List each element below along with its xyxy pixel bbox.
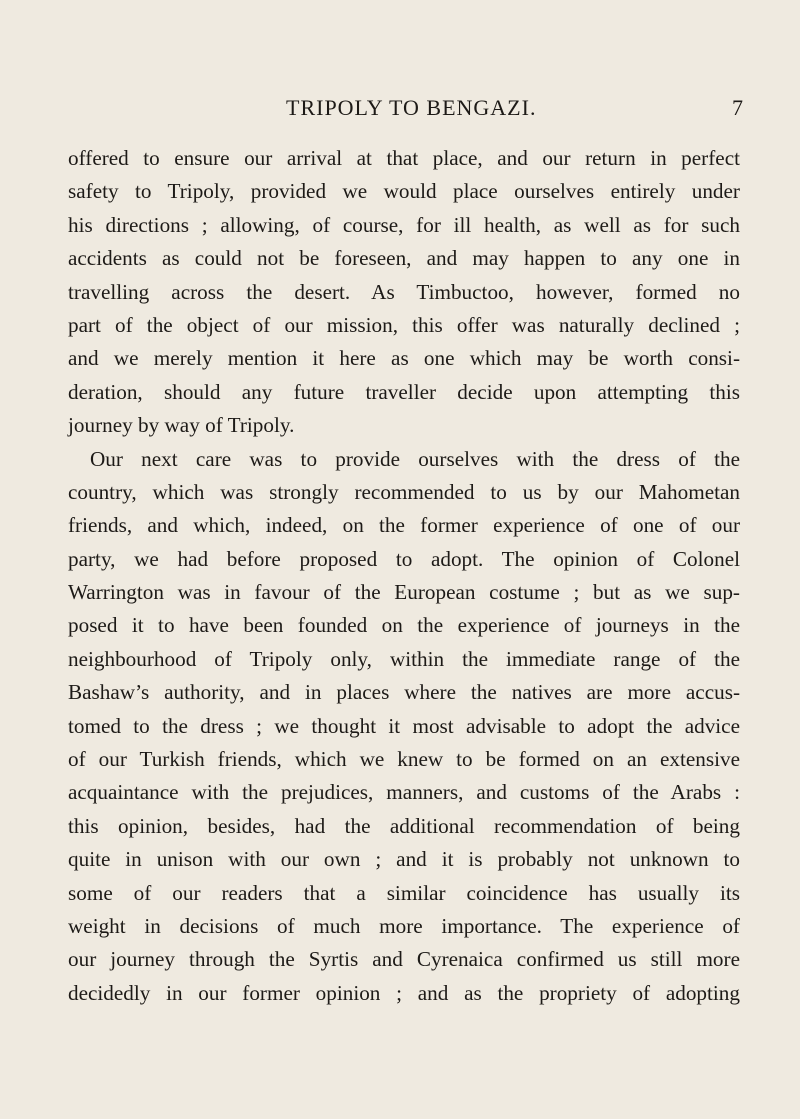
text-line: his directions ; allowing, of course, for ill health, as well as for such [68, 212, 740, 237]
running-title: TRIPOLY TO BENGAZI. [286, 95, 537, 120]
text-line: offered to ensure our arrival at that place, and our return in perfect [68, 146, 740, 170]
text-line: Warrington was in favour of the European costume ; but as we sup- [68, 580, 740, 605]
text-line: neighbourhood of Tripoly only, within the immediate range of the [68, 646, 740, 671]
text-line: and we merely mention it here as one which may be worth consi- [68, 346, 740, 371]
text-line: friends, and which, indeed, on the former experience of one of our [68, 513, 740, 538]
text-line: weight in decisions of much more importance. The experience of [68, 913, 740, 938]
text-line: tomed to the dress ; we thought it most advisable to adopt the advice [68, 713, 740, 738]
page-number: 7 [732, 95, 744, 120]
text-line: travelling across the desert. As Timbuctoo, however, formed no [68, 279, 740, 304]
text-line: this opinion, besides, had the additional recommendation of being [68, 813, 740, 838]
text-line: decidedly in our former opinion ; and as the propriety of adopting [68, 980, 740, 1005]
text-line: quite in unison with our own ; and it is probably not unknown to [68, 847, 740, 872]
text-line: our journey through the Syrtis and Cyrenaica confirmed us still more [68, 947, 740, 972]
body-text [68, 142, 740, 1010]
text-line: some of our readers that a similar coincidence has usually its [68, 880, 740, 905]
text-line: party, we had before proposed to adopt. The opinion of Colonel [68, 546, 740, 571]
text-line: country, which was strongly recommended to us by our Mahometan [68, 479, 740, 504]
text-line: of our Turkish friends, which we knew to be formed on an extensive [68, 747, 740, 772]
paragraph-first-line: Our next care was to provide ourselves with the dress of the [90, 446, 740, 471]
paragraph-end-line: journey by way of Tripoly. [68, 413, 295, 438]
running-head [60, 95, 744, 125]
text-line: acquaintance with the prejudices, manners, and customs of the Arabs : [68, 780, 740, 805]
text-line: safety to Tripoly, provided we would place ourselves entirely under [68, 179, 740, 204]
text-line: Bashaw’s authority, and in places where the natives are more accus- [68, 680, 740, 705]
text-line: part of the object of our mission, this offer was naturally declined ; [68, 312, 740, 337]
text-line: deration, should any future traveller decide upon attempting this [68, 379, 740, 404]
text-line: posed it to have been founded on the experience of journeys in the [68, 613, 740, 638]
text-line: accidents as could not be foreseen, and may happen to any one in [68, 246, 740, 271]
